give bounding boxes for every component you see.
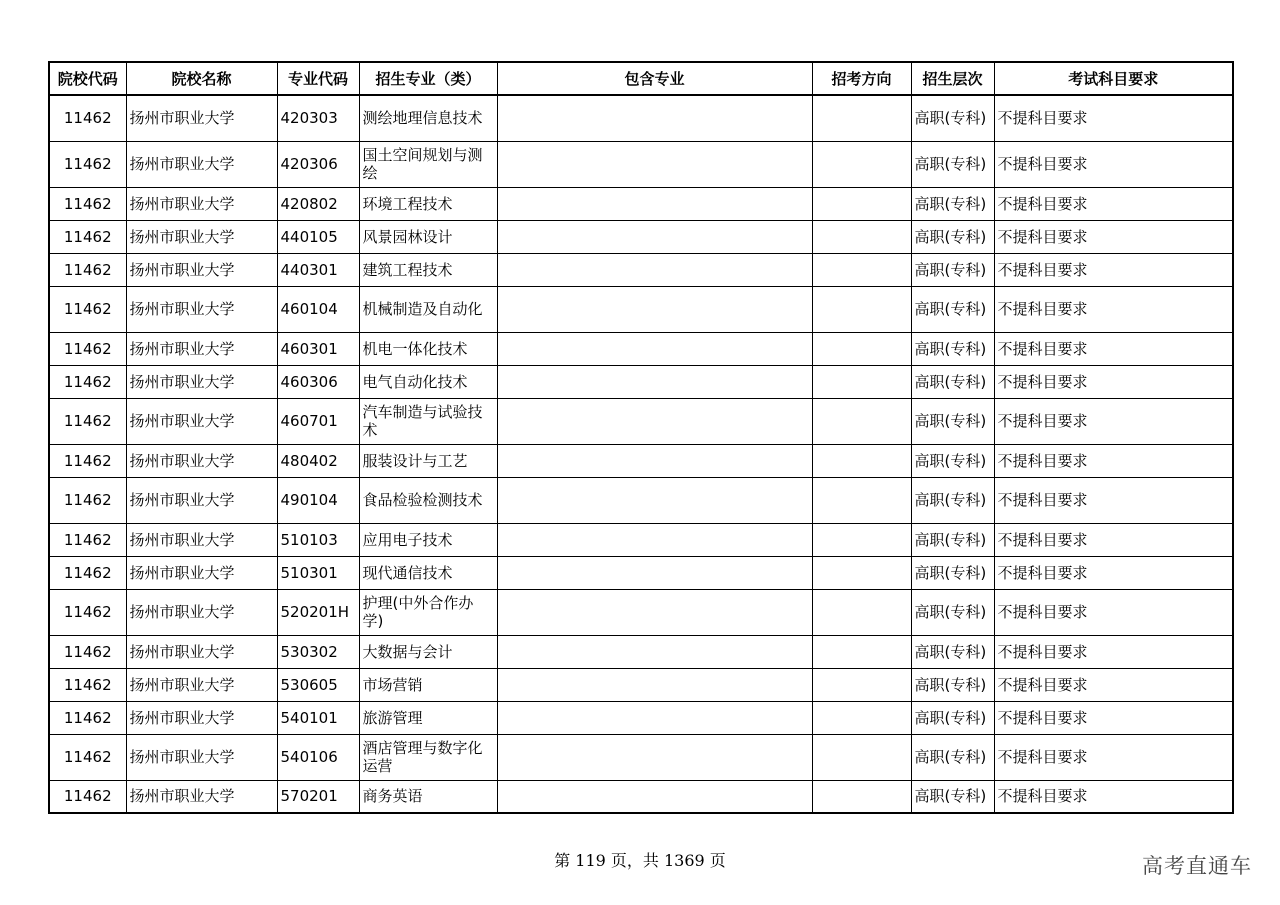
cell-level: 高职(专科) bbox=[911, 398, 994, 444]
cell-school-name: 扬州市职业大学 bbox=[126, 220, 277, 253]
cell-direction bbox=[812, 477, 911, 523]
table-row bbox=[49, 589, 1233, 635]
cell-school-code: 11462 bbox=[49, 780, 126, 813]
cell-direction bbox=[812, 220, 911, 253]
table-row bbox=[49, 734, 1233, 780]
cell-major-code: 480402 bbox=[277, 444, 359, 477]
cell-level: 高职(专科) bbox=[911, 635, 994, 668]
cell-direction bbox=[812, 187, 911, 220]
cell-school-code: 11462 bbox=[49, 444, 126, 477]
cell-included-majors bbox=[497, 398, 812, 444]
cell-school-name: 扬州市职业大学 bbox=[126, 556, 277, 589]
cell-requirement: 不提科目要求 bbox=[994, 141, 1233, 187]
cell-major: 测绘地理信息技术 bbox=[359, 95, 497, 141]
cell-included-majors bbox=[497, 286, 812, 332]
cell-requirement: 不提科目要求 bbox=[994, 701, 1233, 734]
cell-level: 高职(专科) bbox=[911, 444, 994, 477]
table-row bbox=[49, 141, 1233, 187]
cell-major-code: 540101 bbox=[277, 701, 359, 734]
cell-included-majors bbox=[497, 556, 812, 589]
cell-requirement: 不提科目要求 bbox=[994, 477, 1233, 523]
cell-school-code: 11462 bbox=[49, 253, 126, 286]
cell-major: 服装设计与工艺 bbox=[359, 444, 497, 477]
cell-requirement: 不提科目要求 bbox=[994, 286, 1233, 332]
cell-school-name: 扬州市职业大学 bbox=[126, 444, 277, 477]
cell-school-name: 扬州市职业大学 bbox=[126, 286, 277, 332]
cell-requirement: 不提科目要求 bbox=[994, 556, 1233, 589]
cell-school-name: 扬州市职业大学 bbox=[126, 780, 277, 813]
cell-direction bbox=[812, 734, 911, 780]
cell-major: 旅游管理 bbox=[359, 701, 497, 734]
cell-major-code: 460301 bbox=[277, 332, 359, 365]
cell-included-majors bbox=[497, 444, 812, 477]
cell-major: 建筑工程技术 bbox=[359, 253, 497, 286]
cell-major-code: 460104 bbox=[277, 286, 359, 332]
cell-school-name: 扬州市职业大学 bbox=[126, 95, 277, 141]
cell-major: 市场营销 bbox=[359, 668, 497, 701]
header-major: 招生专业（类） bbox=[359, 62, 497, 95]
cell-school-name: 扬州市职业大学 bbox=[126, 635, 277, 668]
cell-included-majors bbox=[497, 635, 812, 668]
cell-requirement: 不提科目要求 bbox=[994, 332, 1233, 365]
cell-level: 高职(专科) bbox=[911, 365, 994, 398]
cell-school-code: 11462 bbox=[49, 187, 126, 220]
cell-school-code: 11462 bbox=[49, 556, 126, 589]
header-school-code: 院校代码 bbox=[49, 62, 126, 95]
cell-requirement: 不提科目要求 bbox=[994, 589, 1233, 635]
cell-requirement: 不提科目要求 bbox=[994, 365, 1233, 398]
cell-requirement: 不提科目要求 bbox=[994, 635, 1233, 668]
cell-direction bbox=[812, 95, 911, 141]
cell-direction bbox=[812, 444, 911, 477]
table-header-row bbox=[49, 62, 1233, 95]
cell-direction bbox=[812, 253, 911, 286]
cell-school-code: 11462 bbox=[49, 477, 126, 523]
table-row bbox=[49, 95, 1233, 141]
cell-major-code: 460306 bbox=[277, 365, 359, 398]
cell-school-name: 扬州市职业大学 bbox=[126, 332, 277, 365]
header-level: 招生层次 bbox=[911, 62, 994, 95]
cell-level: 高职(专科) bbox=[911, 286, 994, 332]
watermark: 高考直通车 bbox=[1142, 854, 1252, 878]
table-row bbox=[49, 444, 1233, 477]
cell-direction bbox=[812, 365, 911, 398]
cell-major: 电气自动化技术 bbox=[359, 365, 497, 398]
cell-major-code: 520201H bbox=[277, 589, 359, 635]
cell-school-code: 11462 bbox=[49, 141, 126, 187]
cell-level: 高职(专科) bbox=[911, 332, 994, 365]
cell-included-majors bbox=[497, 141, 812, 187]
cell-requirement: 不提科目要求 bbox=[994, 95, 1233, 141]
cell-direction bbox=[812, 556, 911, 589]
table-row bbox=[49, 635, 1233, 668]
cell-included-majors bbox=[497, 332, 812, 365]
cell-included-majors bbox=[497, 780, 812, 813]
cell-school-code: 11462 bbox=[49, 332, 126, 365]
cell-school-name: 扬州市职业大学 bbox=[126, 701, 277, 734]
cell-level: 高职(专科) bbox=[911, 141, 994, 187]
cell-major-code: 420802 bbox=[277, 187, 359, 220]
cell-major: 国土空间规划与测绘 bbox=[359, 141, 497, 187]
cell-requirement: 不提科目要求 bbox=[994, 220, 1233, 253]
table-row bbox=[49, 398, 1233, 444]
cell-major: 食品检验检测技术 bbox=[359, 477, 497, 523]
cell-requirement: 不提科目要求 bbox=[994, 444, 1233, 477]
cell-major: 环境工程技术 bbox=[359, 187, 497, 220]
cell-level: 高职(专科) bbox=[911, 95, 994, 141]
cell-school-name: 扬州市职业大学 bbox=[126, 477, 277, 523]
cell-requirement: 不提科目要求 bbox=[994, 523, 1233, 556]
table-row bbox=[49, 477, 1233, 523]
cell-school-name: 扬州市职业大学 bbox=[126, 141, 277, 187]
cell-level: 高职(专科) bbox=[911, 523, 994, 556]
cell-level: 高职(专科) bbox=[911, 253, 994, 286]
cell-included-majors bbox=[497, 187, 812, 220]
cell-school-name: 扬州市职业大学 bbox=[126, 365, 277, 398]
cell-major-code: 570201 bbox=[277, 780, 359, 813]
cell-included-majors bbox=[497, 589, 812, 635]
header-major-code: 专业代码 bbox=[277, 62, 359, 95]
cell-major-code: 540106 bbox=[277, 734, 359, 780]
table-row bbox=[49, 220, 1233, 253]
cell-level: 高职(专科) bbox=[911, 668, 994, 701]
cell-school-code: 11462 bbox=[49, 589, 126, 635]
table-row bbox=[49, 780, 1233, 813]
header-requirement: 考试科目要求 bbox=[994, 62, 1233, 95]
cell-included-majors bbox=[497, 523, 812, 556]
cell-school-code: 11462 bbox=[49, 635, 126, 668]
table-row bbox=[49, 365, 1233, 398]
table-row bbox=[49, 286, 1233, 332]
cell-requirement: 不提科目要求 bbox=[994, 734, 1233, 780]
cell-level: 高职(专科) bbox=[911, 556, 994, 589]
cell-major: 大数据与会计 bbox=[359, 635, 497, 668]
table-row bbox=[49, 332, 1233, 365]
header-school-name: 院校名称 bbox=[126, 62, 277, 95]
admissions-table bbox=[48, 61, 1234, 814]
cell-major-code: 490104 bbox=[277, 477, 359, 523]
cell-school-code: 11462 bbox=[49, 286, 126, 332]
cell-major: 机电一体化技术 bbox=[359, 332, 497, 365]
cell-level: 高职(专科) bbox=[911, 734, 994, 780]
cell-direction bbox=[812, 332, 911, 365]
cell-direction bbox=[812, 141, 911, 187]
cell-school-name: 扬州市职业大学 bbox=[126, 523, 277, 556]
cell-included-majors bbox=[497, 365, 812, 398]
cell-major-code: 440301 bbox=[277, 253, 359, 286]
cell-major-code: 440105 bbox=[277, 220, 359, 253]
cell-major: 酒店管理与数字化运营 bbox=[359, 734, 497, 780]
cell-requirement: 不提科目要求 bbox=[994, 398, 1233, 444]
cell-included-majors bbox=[497, 477, 812, 523]
cell-school-code: 11462 bbox=[49, 220, 126, 253]
cell-requirement: 不提科目要求 bbox=[994, 187, 1233, 220]
cell-school-code: 11462 bbox=[49, 523, 126, 556]
header-included-majors: 包含专业 bbox=[497, 62, 812, 95]
cell-included-majors bbox=[497, 734, 812, 780]
cell-school-name: 扬州市职业大学 bbox=[126, 253, 277, 286]
cell-level: 高职(专科) bbox=[911, 187, 994, 220]
cell-major-code: 510103 bbox=[277, 523, 359, 556]
cell-major-code: 420306 bbox=[277, 141, 359, 187]
cell-major: 风景园林设计 bbox=[359, 220, 497, 253]
cell-included-majors bbox=[497, 668, 812, 701]
cell-major: 护理(中外合作办学) bbox=[359, 589, 497, 635]
cell-school-name: 扬州市职业大学 bbox=[126, 734, 277, 780]
cell-school-code: 11462 bbox=[49, 701, 126, 734]
cell-direction bbox=[812, 589, 911, 635]
cell-major-code: 460701 bbox=[277, 398, 359, 444]
cell-requirement: 不提科目要求 bbox=[994, 253, 1233, 286]
cell-major-code: 530605 bbox=[277, 668, 359, 701]
cell-direction bbox=[812, 523, 911, 556]
cell-school-name: 扬州市职业大学 bbox=[126, 668, 277, 701]
cell-direction bbox=[812, 780, 911, 813]
cell-major: 机械制造及自动化 bbox=[359, 286, 497, 332]
cell-school-code: 11462 bbox=[49, 95, 126, 141]
cell-major-code: 530302 bbox=[277, 635, 359, 668]
cell-level: 高职(专科) bbox=[911, 477, 994, 523]
table-row bbox=[49, 253, 1233, 286]
cell-major: 汽车制造与试验技术 bbox=[359, 398, 497, 444]
cell-school-code: 11462 bbox=[49, 398, 126, 444]
table-row bbox=[49, 701, 1233, 734]
cell-included-majors bbox=[497, 95, 812, 141]
cell-direction bbox=[812, 398, 911, 444]
cell-major: 应用电子技术 bbox=[359, 523, 497, 556]
cell-direction bbox=[812, 635, 911, 668]
cell-level: 高职(专科) bbox=[911, 220, 994, 253]
table-row bbox=[49, 187, 1233, 220]
cell-included-majors bbox=[497, 220, 812, 253]
cell-level: 高职(专科) bbox=[911, 589, 994, 635]
cell-direction bbox=[812, 286, 911, 332]
cell-requirement: 不提科目要求 bbox=[994, 668, 1233, 701]
cell-direction bbox=[812, 701, 911, 734]
cell-level: 高职(专科) bbox=[911, 780, 994, 813]
cell-school-code: 11462 bbox=[49, 668, 126, 701]
header-direction: 招考方向 bbox=[812, 62, 911, 95]
table-row bbox=[49, 556, 1233, 589]
cell-major: 现代通信技术 bbox=[359, 556, 497, 589]
cell-direction bbox=[812, 668, 911, 701]
cell-school-code: 11462 bbox=[49, 365, 126, 398]
cell-school-name: 扬州市职业大学 bbox=[126, 187, 277, 220]
cell-major-code: 510301 bbox=[277, 556, 359, 589]
table-body bbox=[49, 95, 1233, 813]
cell-school-name: 扬州市职业大学 bbox=[126, 398, 277, 444]
cell-school-name: 扬州市职业大学 bbox=[126, 589, 277, 635]
cell-included-majors bbox=[497, 253, 812, 286]
cell-school-code: 11462 bbox=[49, 734, 126, 780]
cell-major-code: 420303 bbox=[277, 95, 359, 141]
page-number: 第 119 页，共 1369 页 bbox=[554, 851, 726, 870]
cell-requirement: 不提科目要求 bbox=[994, 780, 1233, 813]
cell-level: 高职(专科) bbox=[911, 701, 994, 734]
cell-major: 商务英语 bbox=[359, 780, 497, 813]
table-row bbox=[49, 523, 1233, 556]
cell-included-majors bbox=[497, 701, 812, 734]
table-row bbox=[49, 668, 1233, 701]
